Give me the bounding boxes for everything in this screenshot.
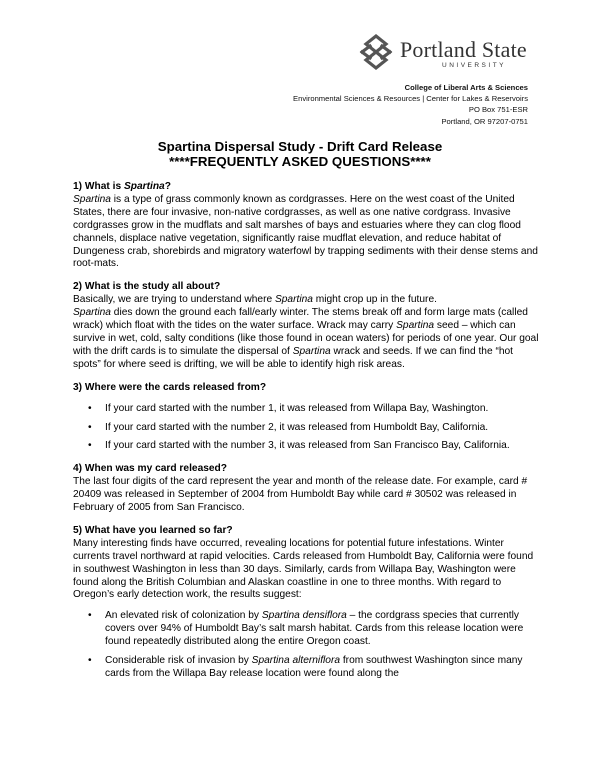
bullet-icon: • xyxy=(88,655,92,667)
section-4-heading: 4) When was my card released? xyxy=(73,463,228,475)
bullet-icon: • xyxy=(88,402,92,414)
section-2-para-1: Basically, we are trying to understand where Spartina might crop up in the future. xyxy=(73,294,437,306)
logo-name: Portland State xyxy=(400,37,527,62)
faq-section-5 xyxy=(73,525,543,681)
po-box: PO Box 751-ESR xyxy=(468,105,528,115)
bullet-icon: • xyxy=(88,421,92,433)
section-2-para-2: Spartina dies down the ground each fall/early winter. The stems break off and form large mats (called wrack) which float with the tides on the water surface. Wrack may carry Spartina seed – which can survive in wet, cold, salty conditions (like those found in ocean waters) for periods of one year. Our goal with the drift cards is to simulate the dispersal of Spartina wrack and seeds. If we can find the “hot spots” for where seed is drifting, we will be able to identify high risk areas. xyxy=(73,307,539,370)
university-logo xyxy=(358,32,558,76)
section-5-heading: 5) What have you learned so far? xyxy=(73,524,233,536)
psu-logo-icon xyxy=(358,32,394,72)
list-item: • If your card started with the number 2, it was released from Humboldt Bay, California. xyxy=(88,421,489,433)
list-item: • An elevated risk of colonization by Spartina densiflora – the cordgrass species that currently covers over 94% of Humboldt Bay’s salt marsh habitat. Cards from this release location were found repeatedly distributed along the entire Oregon coast. xyxy=(88,610,524,648)
document-title xyxy=(0,139,600,169)
section-4-body: The last four digits of the card represent the year and month of the release date. For example, card # 20409 was released in September of 2004 from Humboldt Bay while card # 30502 was released in February of 2005 from San Francisco. xyxy=(73,476,528,514)
section-2-heading: 2) What is the study all about? xyxy=(73,281,221,293)
section-1-heading: 1) What is Spartina? xyxy=(73,181,171,192)
list-item: • Considerable risk of invasion by Spartina alterniflora from southwest Washington since many cards from the Willapa Bay release location were found along the xyxy=(88,655,523,679)
faq-section-2 xyxy=(73,281,543,371)
logo-subtitle: UNIVERSITY xyxy=(442,62,507,69)
list-item: • If your card started with the number 1, it was released from Willapa Bay, Washington. xyxy=(88,402,489,414)
release-locations-list xyxy=(73,403,543,454)
section-3-heading: 3) Where were the cards released from? xyxy=(73,381,267,393)
section-1-body: Spartina is a type of grass commonly known as cordgrasses. Here on the west coast of the United States, there are four invasive, non-native cordgrasses, as well as one native cordgrass. Invasive cordgrasses grow in the mudflats and salt marshes of bays and estuaries where they can clog flood channels, displace native vegetation, significantly raise mudflat elevation, and reduce habitat of Dungeness crab, shorebirds and migratory waterfowl by trapping sediments with their dense stems and root-mats. xyxy=(73,193,538,270)
bullet-icon: • xyxy=(88,440,92,452)
address-block xyxy=(293,82,528,127)
city-line: Portland, OR 97207-0751 xyxy=(441,116,528,126)
results-list xyxy=(73,610,543,681)
section-5-body: Many interesting finds have occurred, revealing locations for potential future infestations. Winter currents travel northward at rapid velocities. Cards released from Humboldt Bay, California were found in southwest Washington in less than 30 days. Similarly, cards from Willapa Bay, Washington were found along the British Columbian and Alaskan coastline in one to three months. With regard to Oregon’s early detection work, the results suggest: xyxy=(73,537,534,601)
faq-section-4 xyxy=(73,463,543,515)
faq-section-1 xyxy=(73,181,543,271)
bullet-icon: • xyxy=(88,610,92,622)
faq-content xyxy=(73,181,543,691)
title-line-1: Spartina Dispersal Study - Drift Card Release xyxy=(157,139,443,154)
department-name: Environmental Sciences & Resources | Center for Lakes & Reservoirs xyxy=(293,94,528,104)
faq-section-3 xyxy=(73,382,543,454)
college-name: College of Liberal Arts & Sciences xyxy=(404,83,528,92)
title-line-2: ****FREQUENTLY ASKED QUESTIONS**** xyxy=(169,154,431,169)
list-item: • If your card started with the number 3, it was released from San Francisco Bay, California. xyxy=(88,440,510,452)
